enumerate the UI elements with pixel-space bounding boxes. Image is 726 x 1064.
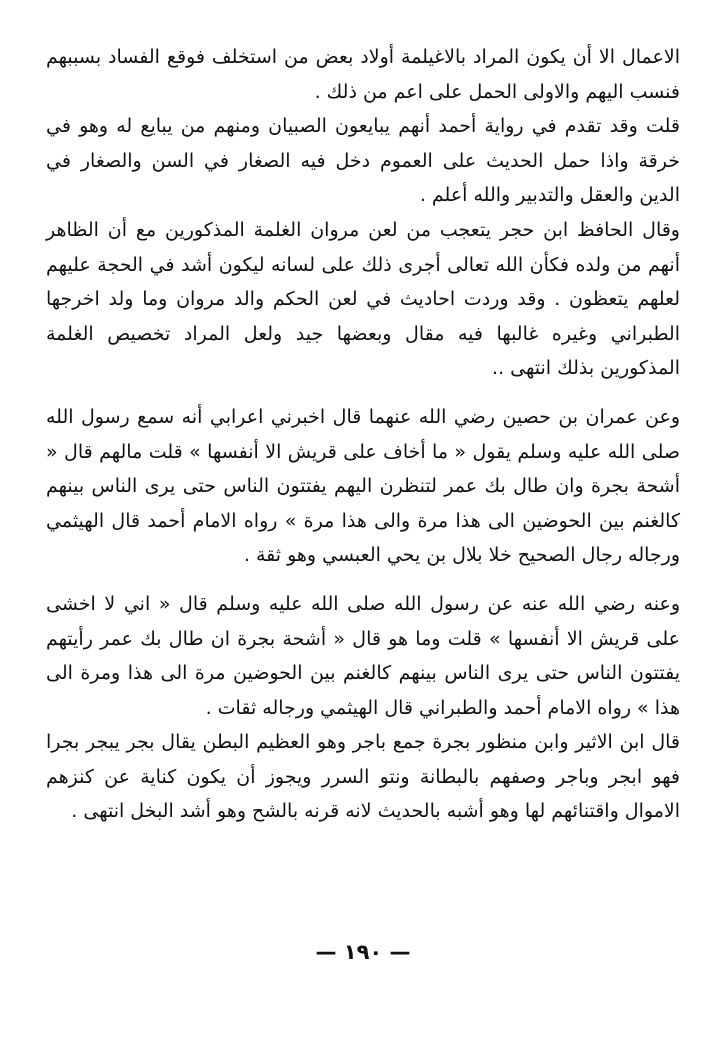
- paragraph-3: وقال الحافظ ابن حجر يتعجب من لعن مروان الغلمة المذكورين مع أن الظاهر أنهم من ولده فكأن الله تعالى أجرى ذلك على لسانه ليكون أشد في الحجة عليهم لعلهم يتعظون . وقد وردت احاديث في لعن الحكم والد مروان وما ولد اخرجها الطبراني وغيره غالبها فيه مقال وبعضها جيد ولعل المراد تخصيص الغلمة المذكورين بذلك انتهى ..: [46, 218, 680, 380]
- paragraph-4: وعن عمران بن حصين رضي الله عنهما قال اخبرني اعرابي أنه سمع رسول الله صلى الله عليه وسلم يقول « ما أخاف على قريش الا أنفسها » قلت مالهم قال « أشحة بجرة وان طال بك عمر لتنظرن اليهم يفتتون الناس حتى يرى الناس بينهم كالغنم بين الحوضين الى هذا مرة والى هذا مرة » رواه الامام أحمد قال الهيثمي ورجاله رجال الصحيح خلا بلال بن يحي العبسي وهو ثقة .: [46, 405, 680, 567]
- paragraph-6: قال ابن الاثير وابن منظور بجرة جمع باجر وهو العظيم البطن يقال بجر يبجر بجرا فهو ابجر وباجر وصفهم بالبطانة ونتو السرر ويجوز أن يكون كناية عن كنزهم الاموال واقتنائهم لها وهو أشبه بالحديث لانه قرنه بالشح وهو أشد البخل انتهى .: [46, 731, 680, 823]
- paragraph-2: قلت وقد تقدم في رواية أحمد أنهم يبايعون الصبيان ومنهم من يبايع له وهو في خرقة واذا حمل الحديث على العموم دخل فيه الصغار في السن والصغار في الدين والعقل والتدبير والله أعلم .: [46, 115, 680, 207]
- paragraph-5: وعنه رضي الله عنه عن رسول الله صلى الله عليه وسلم قال « اني لا اخشى على قريش الا أنفسها » قلت وما هو قال « أشحة بجرة ان طال بك عمر رأيتهم يفتتون الناس حتى يرى الناس بينهم كالغنم بين الحوضين مرة الى هذا ومرة الى هذا » رواه الامام أحمد والطبراني قال الهيثمي ورجاله ثقات .: [46, 592, 680, 719]
- page-number: — ١٩٠ —: [315, 940, 411, 964]
- paragraph-gap: [46, 573, 680, 587]
- paragraph-1: الاعمال الا أن يكون المراد بالاغيلمة أولاد بعض من استخلف فوقع الفساد بسببهم فنسب اليهم والاولى الحمل على اعم من ذلك .: [46, 46, 680, 103]
- paragraph-gap: [46, 386, 680, 400]
